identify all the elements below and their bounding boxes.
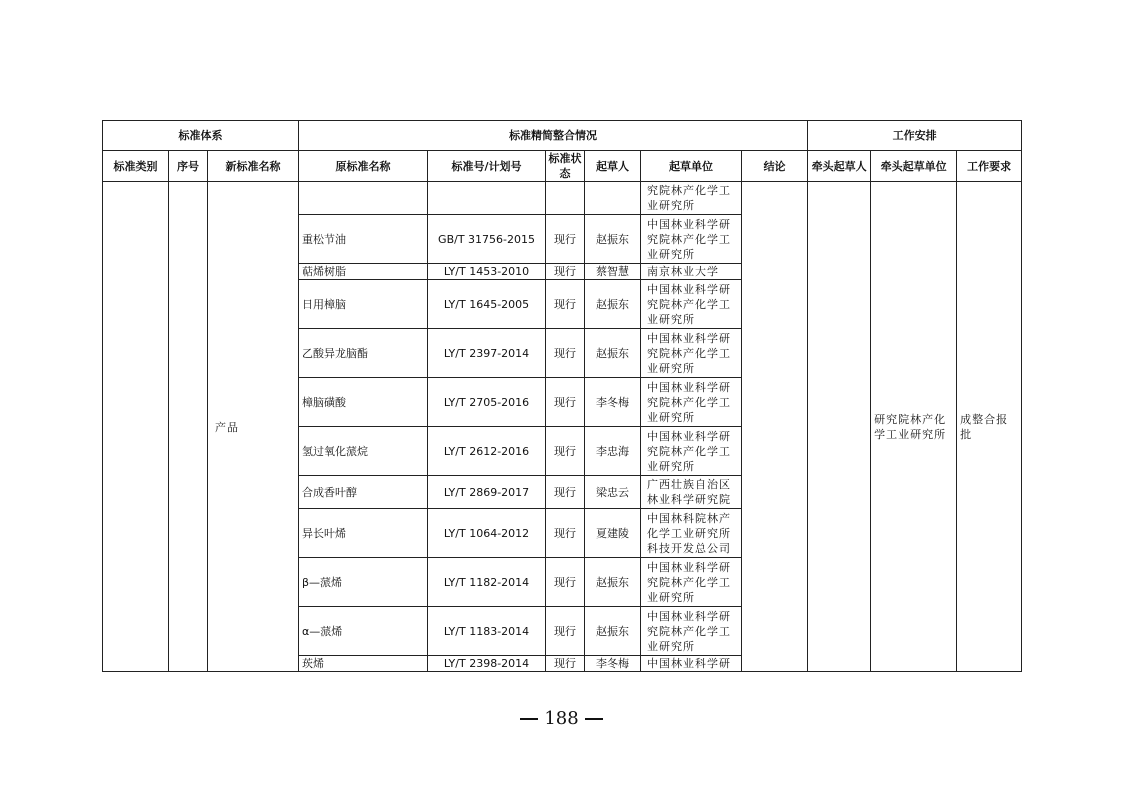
status-cell	[546, 182, 585, 215]
code-cell: LY/T 2612-2016	[428, 427, 546, 476]
requirement-text: 成整合报批	[960, 413, 1009, 441]
code-cell: LY/T 1183-2014	[428, 607, 546, 656]
code-cell: GB/T 31756-2015	[428, 215, 546, 264]
status-cell: 现行	[546, 427, 585, 476]
lead-unit-cell	[871, 182, 957, 672]
unit-cell: 中国林业科学研究院林产化学工业研究所	[641, 427, 742, 476]
lead-unit-text: 研究院林产化学工业研究所	[874, 413, 947, 441]
new-name-text: 产品	[215, 420, 239, 434]
header-new-name: 新标准名称	[208, 151, 299, 182]
unit-cell: 究院林产化学工业研究所	[641, 182, 742, 215]
drafter-cell: 李冬梅	[585, 378, 641, 427]
drafter-cell	[585, 182, 641, 215]
page-number: 188	[544, 708, 579, 729]
code-cell: LY/T 2869-2017	[428, 476, 546, 509]
header-group-row	[103, 121, 1022, 151]
orig-name-cell: 樟脑磺酸	[299, 378, 428, 427]
table-row	[103, 182, 1022, 215]
header-lead-unit: 牵头起草单位	[871, 151, 957, 182]
unit-cell: 中国林业科学研究院林产化学工业研究所	[641, 558, 742, 607]
requirement-cell	[957, 182, 1022, 672]
unit-cell: 中国林业科学研究院林产化学工业研究所	[641, 280, 742, 329]
orig-name-cell: α—蒎烯	[299, 607, 428, 656]
unit-cell: 中国林业科学研究院林产化学工业研究所	[641, 215, 742, 264]
header-code: 标准号/计划号	[428, 151, 546, 182]
drafter-cell: 赵振东	[585, 558, 641, 607]
header-column-row	[103, 151, 1022, 182]
status-cell: 现行	[546, 509, 585, 558]
unit-cell: 中国林业科学研	[641, 656, 742, 672]
header-unit: 起草单位	[641, 151, 742, 182]
orig-name-cell: 异长叶烯	[299, 509, 428, 558]
orig-name-cell: β—蒎烯	[299, 558, 428, 607]
header-no: 序号	[169, 151, 208, 182]
header-drafter: 起草人	[585, 151, 641, 182]
unit-cell: 中国林业科学研究院林产化学工业研究所	[641, 607, 742, 656]
unit-cell: 中国林科院林产化学工业研究所科技开发总公司	[641, 509, 742, 558]
header-work-arrangement: 工作安排	[808, 121, 1022, 151]
orig-name-cell	[299, 182, 428, 215]
no-cell	[169, 182, 208, 672]
unit-cell: 中国林业科学研究院林产化学工业研究所	[641, 378, 742, 427]
status-cell: 现行	[546, 280, 585, 329]
drafter-cell: 赵振东	[585, 607, 641, 656]
drafter-cell: 赵振东	[585, 215, 641, 264]
drafter-cell: 梁忠云	[585, 476, 641, 509]
drafter-cell: 李冬梅	[585, 656, 641, 672]
orig-name-cell: 合成香叶醇	[299, 476, 428, 509]
new-name-cell	[208, 182, 299, 672]
conclusion-cell	[742, 182, 808, 672]
header-standard-system: 标准体系	[103, 121, 299, 151]
code-cell: LY/T 1064-2012	[428, 509, 546, 558]
orig-name-cell: 乙酸异龙脑酯	[299, 329, 428, 378]
orig-name-cell: 重松节油	[299, 215, 428, 264]
orig-name-cell: 莰烯	[299, 656, 428, 672]
footer-dash-left	[520, 718, 538, 720]
unit-cell: 广西壮族自治区林业科学研究院	[641, 476, 742, 509]
code-cell: LY/T 2397-2014	[428, 329, 546, 378]
category-cell	[103, 182, 169, 672]
orig-name-cell: 氢过氧化蒎烷	[299, 427, 428, 476]
footer-dash-right	[585, 718, 603, 720]
status-cell: 现行	[546, 656, 585, 672]
unit-cell: 中国林业科学研究院林产化学工业研究所	[641, 329, 742, 378]
header-category: 标准类别	[103, 151, 169, 182]
lead-person-cell	[808, 182, 871, 672]
status-cell: 现行	[546, 329, 585, 378]
header-conclusion: 结论	[742, 151, 808, 182]
code-cell	[428, 182, 546, 215]
code-cell: LY/T 2398-2014	[428, 656, 546, 672]
orig-name-cell: 日用樟脑	[299, 280, 428, 329]
code-cell: LY/T 1182-2014	[428, 558, 546, 607]
code-cell: LY/T 2705-2016	[428, 378, 546, 427]
drafter-cell: 李忠海	[585, 427, 641, 476]
drafter-cell: 蔡智慧	[585, 264, 641, 280]
status-cell: 现行	[546, 378, 585, 427]
header-lead-person: 牵头起草人	[808, 151, 871, 182]
status-cell: 现行	[546, 607, 585, 656]
status-cell: 现行	[546, 215, 585, 264]
drafter-cell: 赵振东	[585, 329, 641, 378]
standards-table	[102, 120, 1022, 672]
header-requirement: 工作要求	[957, 151, 1022, 182]
header-consolidation: 标准精简整合情况	[299, 121, 808, 151]
header-orig-name: 原标准名称	[299, 151, 428, 182]
code-cell: LY/T 1453-2010	[428, 264, 546, 280]
header-status: 标准状态	[546, 151, 585, 182]
drafter-cell: 赵振东	[585, 280, 641, 329]
orig-name-cell: 萜烯树脂	[299, 264, 428, 280]
drafter-cell: 夏建陵	[585, 509, 641, 558]
table-body	[103, 121, 1022, 672]
status-cell: 现行	[546, 476, 585, 509]
page-footer	[0, 708, 1123, 729]
unit-cell: 南京林业大学	[641, 264, 742, 280]
code-cell: LY/T 1645-2005	[428, 280, 546, 329]
status-cell: 现行	[546, 264, 585, 280]
status-cell: 现行	[546, 558, 585, 607]
